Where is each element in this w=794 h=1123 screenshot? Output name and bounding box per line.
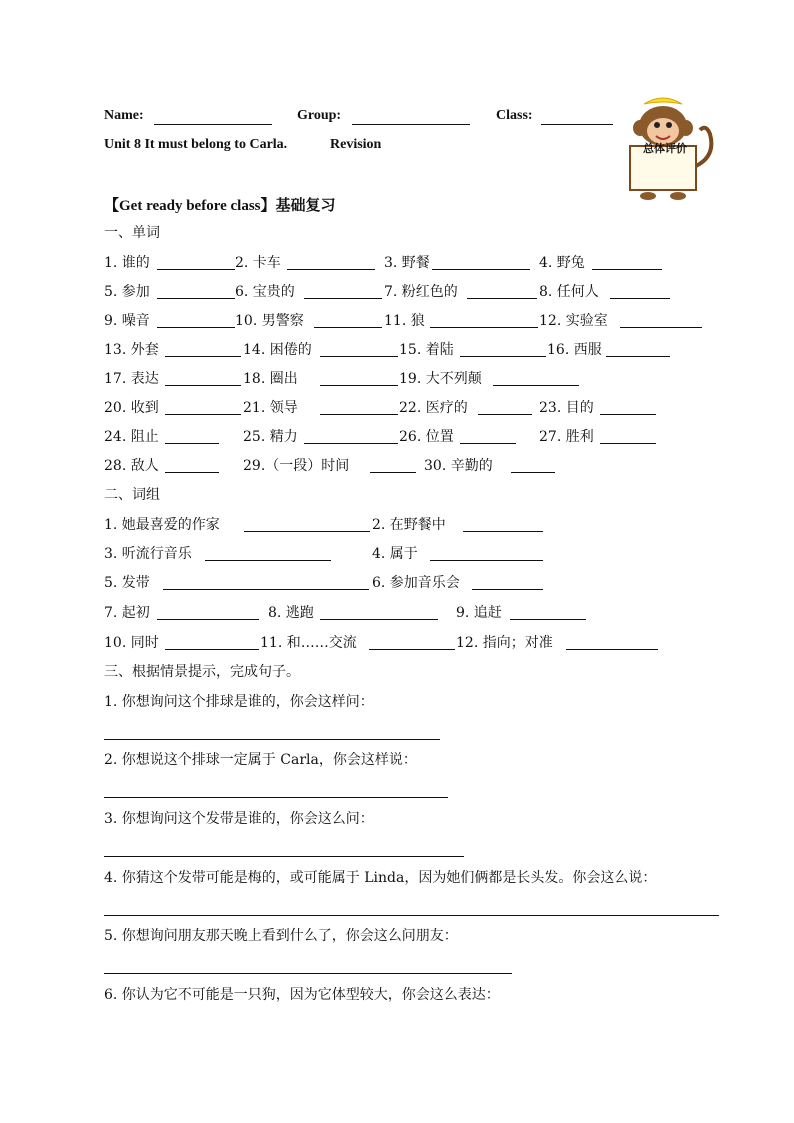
word-item: 24. 阻止 <box>104 429 159 445</box>
phrase-blank[interactable] <box>163 589 369 590</box>
word-item: 15. 着陆 <box>399 342 454 358</box>
sentence-prompt: 3. 你想询问这个发带是谁的，你会这么问： <box>104 811 374 827</box>
word-blank[interactable] <box>600 443 656 444</box>
group-field[interactable] <box>352 124 470 125</box>
group-label: Group: <box>297 108 342 123</box>
word-blank[interactable] <box>460 443 516 444</box>
phrase-item: 1. 她最喜爱的作家 <box>104 517 220 533</box>
word-item: 8. 任何人 <box>539 284 599 300</box>
sentence-answer-line[interactable] <box>104 973 512 974</box>
word-blank[interactable] <box>320 414 398 415</box>
word-blank[interactable] <box>165 356 241 357</box>
phrase-blank[interactable] <box>472 589 543 590</box>
word-item: 25. 精力 <box>243 429 298 445</box>
word-blank[interactable] <box>620 327 702 328</box>
phrase-blank[interactable] <box>430 560 543 561</box>
phrase-blank[interactable] <box>165 649 259 650</box>
word-blank[interactable] <box>370 472 416 473</box>
phrase-item: 7. 起初 <box>104 605 150 621</box>
phrase-item: 8. 逃跑 <box>268 605 314 621</box>
phrase-item: 3. 听流行音乐 <box>104 546 192 562</box>
word-item: 30. 辛勤的 <box>424 458 493 474</box>
word-blank[interactable] <box>460 356 546 357</box>
phrase-item: 9. 追赶 <box>456 605 502 621</box>
word-item: 19. 大不列颠 <box>399 371 482 387</box>
word-item: 2. 卡车 <box>235 255 281 271</box>
word-item: 1. 谁的 <box>104 255 150 271</box>
word-item: 13. 外套 <box>104 342 159 358</box>
word-item: 14. 困倦的 <box>243 342 312 358</box>
phrase-blank[interactable] <box>244 531 370 532</box>
word-blank[interactable] <box>157 269 235 270</box>
name-label: Name: <box>104 108 144 123</box>
word-item: 27. 胜利 <box>539 429 594 445</box>
word-item: 21. 领导 <box>243 400 298 416</box>
word-blank[interactable] <box>157 298 235 299</box>
sentence-answer-line[interactable] <box>104 856 464 857</box>
word-blank[interactable] <box>432 269 530 270</box>
word-item: 7. 粉红色的 <box>384 284 458 300</box>
phrase-item: 6. 参加音乐会 <box>372 575 460 591</box>
revision-label: Revision <box>330 137 382 152</box>
word-item: 10. 男警察 <box>235 313 304 329</box>
word-blank[interactable] <box>478 414 532 415</box>
word-blank[interactable] <box>165 443 219 444</box>
word-blank[interactable] <box>165 414 241 415</box>
word-blank[interactable] <box>592 269 662 270</box>
word-item: 18. 圈出 <box>243 371 298 387</box>
word-item: 3. 野餐 <box>384 255 430 271</box>
word-item: 12. 实验室 <box>539 313 608 329</box>
word-item: 29.（一段）时间 <box>243 458 350 474</box>
word-item: 23. 目的 <box>539 400 594 416</box>
part3-heading: 三、根据情景提示，完成句子。 <box>104 664 300 680</box>
word-blank[interactable] <box>493 385 579 386</box>
sentence-answer-line[interactable] <box>104 915 719 916</box>
word-blank[interactable] <box>304 443 398 444</box>
sentence-prompt: 6. 你认为它不可能是一只狗，因为它体型较大，你会这么表达： <box>104 987 500 1003</box>
word-blank[interactable] <box>511 472 555 473</box>
word-blank[interactable] <box>430 327 538 328</box>
word-blank[interactable] <box>314 327 382 328</box>
word-item: 17. 表达 <box>104 371 159 387</box>
part1-heading: 一、单词 <box>104 225 160 241</box>
class-label: Class: <box>496 108 533 123</box>
phrase-blank[interactable] <box>205 560 331 561</box>
unit-title: Unit 8 It must belong to Carla. <box>104 137 288 152</box>
word-item: 9. 噪音 <box>104 313 150 329</box>
word-blank[interactable] <box>165 472 219 473</box>
word-item: 16. 西服 <box>547 342 602 358</box>
word-blank[interactable] <box>287 269 375 270</box>
word-blank[interactable] <box>165 385 241 386</box>
phrase-item: 5. 发带 <box>104 575 150 591</box>
word-item: 20. 收到 <box>104 400 159 416</box>
phrase-item: 12. 指向；对准 <box>456 635 553 651</box>
word-item: 26. 位置 <box>399 429 454 445</box>
word-blank[interactable] <box>157 327 235 328</box>
word-blank[interactable] <box>606 356 670 357</box>
phrase-blank[interactable] <box>510 619 586 620</box>
phrase-item: 10. 同时 <box>104 635 159 651</box>
word-blank[interactable] <box>320 385 398 386</box>
sentence-answer-line[interactable] <box>104 739 440 740</box>
word-blank[interactable] <box>304 298 382 299</box>
sentence-prompt: 2. 你想说这个排球一定属于 Carla，你会这样说： <box>104 752 417 768</box>
phrase-item: 11. 和……交流 <box>260 635 357 651</box>
class-field[interactable] <box>541 124 613 125</box>
word-blank[interactable] <box>320 356 398 357</box>
phrase-blank[interactable] <box>369 649 455 650</box>
word-item: 22. 医疗的 <box>399 400 468 416</box>
part2-heading: 二、词组 <box>104 487 160 503</box>
name-field[interactable] <box>154 124 272 125</box>
phrase-item: 4. 属于 <box>372 546 418 562</box>
word-blank[interactable] <box>610 298 670 299</box>
phrase-item: 2. 在野餐中 <box>372 517 446 533</box>
evaluation-badge: 总体评价 <box>643 142 687 155</box>
phrase-blank[interactable] <box>566 649 658 650</box>
word-item: 28. 敌人 <box>104 458 159 474</box>
phrase-blank[interactable] <box>320 619 438 620</box>
word-item: 4. 野兔 <box>539 255 585 271</box>
word-item: 11. 狼 <box>384 313 425 329</box>
word-blank[interactable] <box>600 414 656 415</box>
phrase-blank[interactable] <box>463 531 543 532</box>
sentence-answer-line[interactable] <box>104 797 448 798</box>
sentence-prompt: 1. 你想询问这个排球是谁的，你会这样问： <box>104 694 374 710</box>
sentence-prompt: 4. 你猜这个发带可能是梅的，或可能属于 Linda，因为她们俩都是长头发。你会这么说： <box>104 870 657 886</box>
word-item: 6. 宝贵的 <box>235 284 295 300</box>
word-item: 5. 参加 <box>104 284 150 300</box>
word-blank[interactable] <box>467 298 537 299</box>
section-title: 【Get ready before class】基础复习 <box>104 198 336 214</box>
sentence-prompt: 5. 你想询问朋友那天晚上看到什么了，你会这么问朋友： <box>104 928 458 944</box>
phrase-blank[interactable] <box>157 619 259 620</box>
